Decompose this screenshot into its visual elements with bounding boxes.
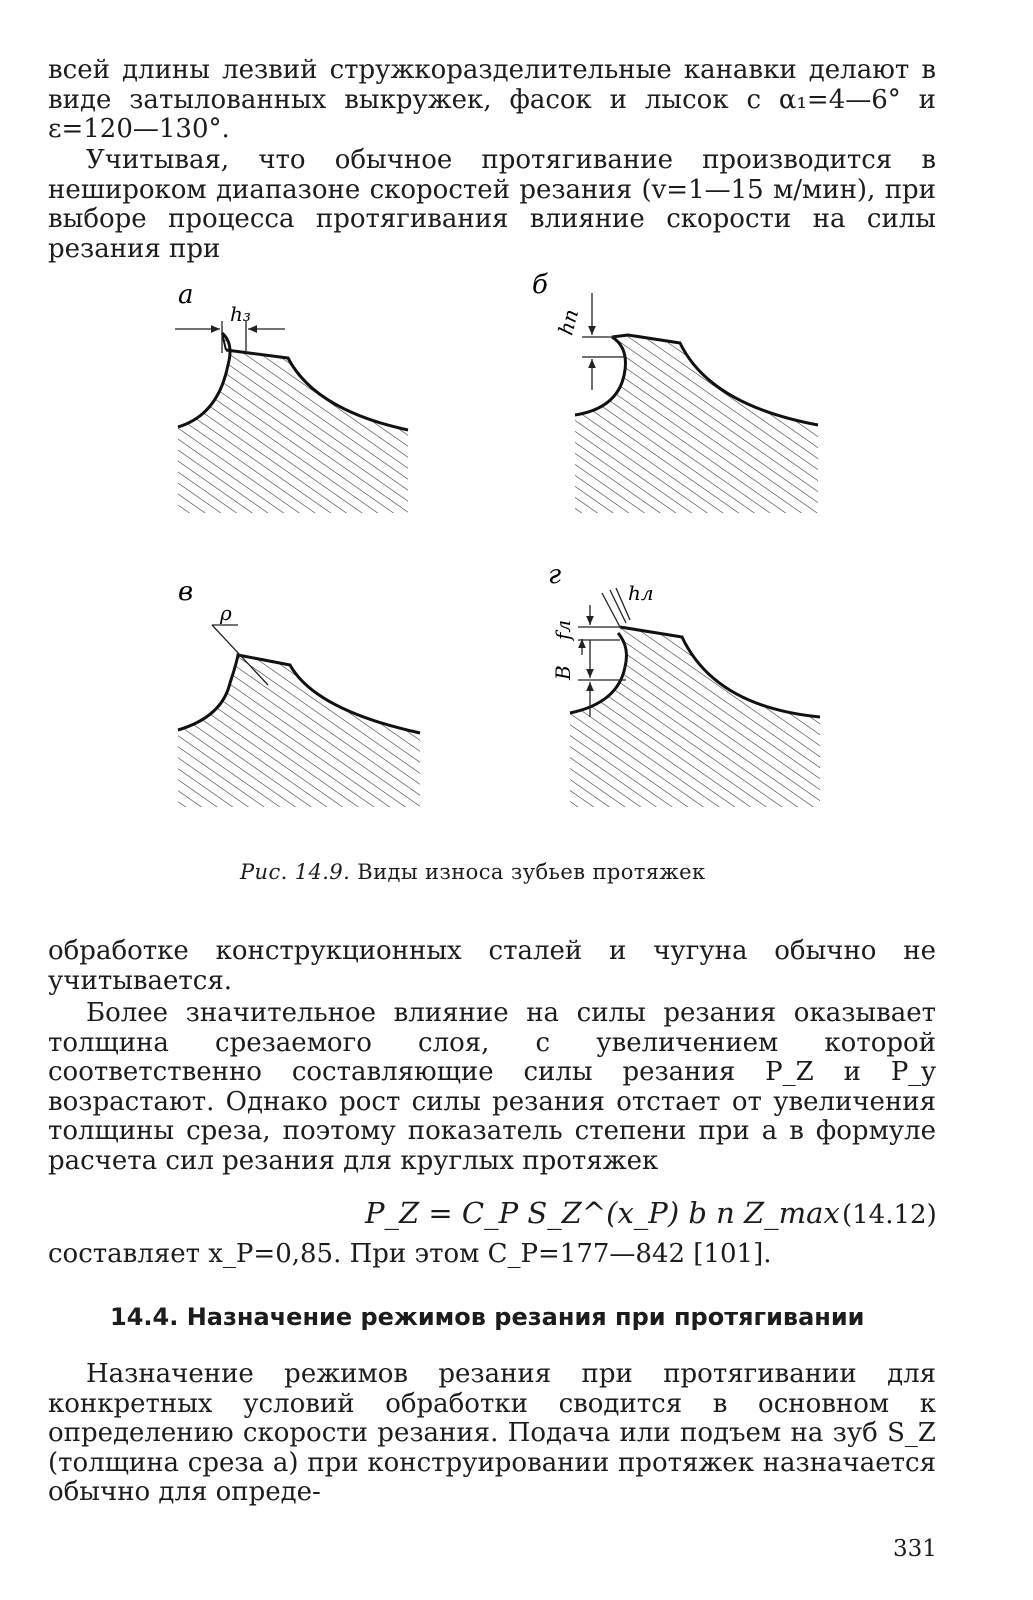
formula-14-12: P_Z = C_P S_Z^(x_P) b n Z_max bbox=[365, 1196, 840, 1230]
panel-a-label: а bbox=[178, 280, 194, 310]
panel-c-dim-rho: ρ bbox=[220, 601, 232, 625]
page-number: 331 bbox=[893, 1536, 937, 1562]
panel-b bbox=[532, 270, 818, 513]
paragraph-1: всей длины лезвий стружкоразделительные канавки делают в виде затылованных выкружек, фасок и лысок с α₁=4—6° и ε=120—130°. bbox=[48, 55, 936, 144]
panel-a bbox=[175, 280, 408, 513]
paragraph-3: обработке конструкционных сталей и чугуна обычно не учитывается. bbox=[48, 936, 936, 996]
equation-number: (14.12) bbox=[842, 1200, 937, 1230]
section-heading: 14.4. Назначение режимов резания при протягивании bbox=[110, 1303, 865, 1331]
paragraph-2: Учитывая, что обычное протягивание производится в нешироком диапазоне скоростей резания (v=1—15 м/мин), при выборе процесса протягивания влияние скорости на силы резания при bbox=[48, 145, 936, 264]
paragraph-5: составляет x_P=0,85. При этом C_P=177—842 [101]. bbox=[48, 1239, 772, 1269]
caption-prefix: Рис. 14.9. bbox=[240, 860, 351, 884]
tooth-wear-diagram bbox=[150, 255, 870, 855]
panel-c-label: в bbox=[178, 577, 194, 607]
figure-caption bbox=[240, 860, 800, 884]
panel-b-label: б bbox=[532, 270, 548, 300]
panel-a-dim-h3: h₃ bbox=[230, 302, 251, 326]
paragraph-6: Назначение режимов резания при протягивании для конкретных условий обработки сводится в основном к определению скорости резания. Подача или подъем на зуб S_Z (толщина среза a) при конструировании протяжек назначается обычно для опреде- bbox=[48, 1359, 936, 1507]
panel-d-dim-fl: fл bbox=[551, 619, 575, 640]
panel-d-dim-hl: hл bbox=[628, 581, 654, 605]
panel-d bbox=[548, 560, 820, 807]
figure-14-9 bbox=[150, 255, 870, 855]
panel-b-dim-hp: hп bbox=[553, 306, 584, 338]
panel-c bbox=[178, 577, 420, 807]
panel-d-label: г bbox=[548, 560, 562, 590]
paragraph-4: Более значительное влияние на силы резания оказывает толщина срезаемого слоя, с увеличением которой соответственно составляющие силы резания P_Z и P_y возрастают. Однако рост силы резания отстает от увеличения толщины среза, поэтому показатель степени при a в формуле расчета сил резания для круглых протяжек bbox=[48, 998, 936, 1176]
caption-text: Виды износа зубьев протяжек bbox=[357, 860, 706, 884]
panel-d-dim-b: B bbox=[551, 665, 575, 680]
